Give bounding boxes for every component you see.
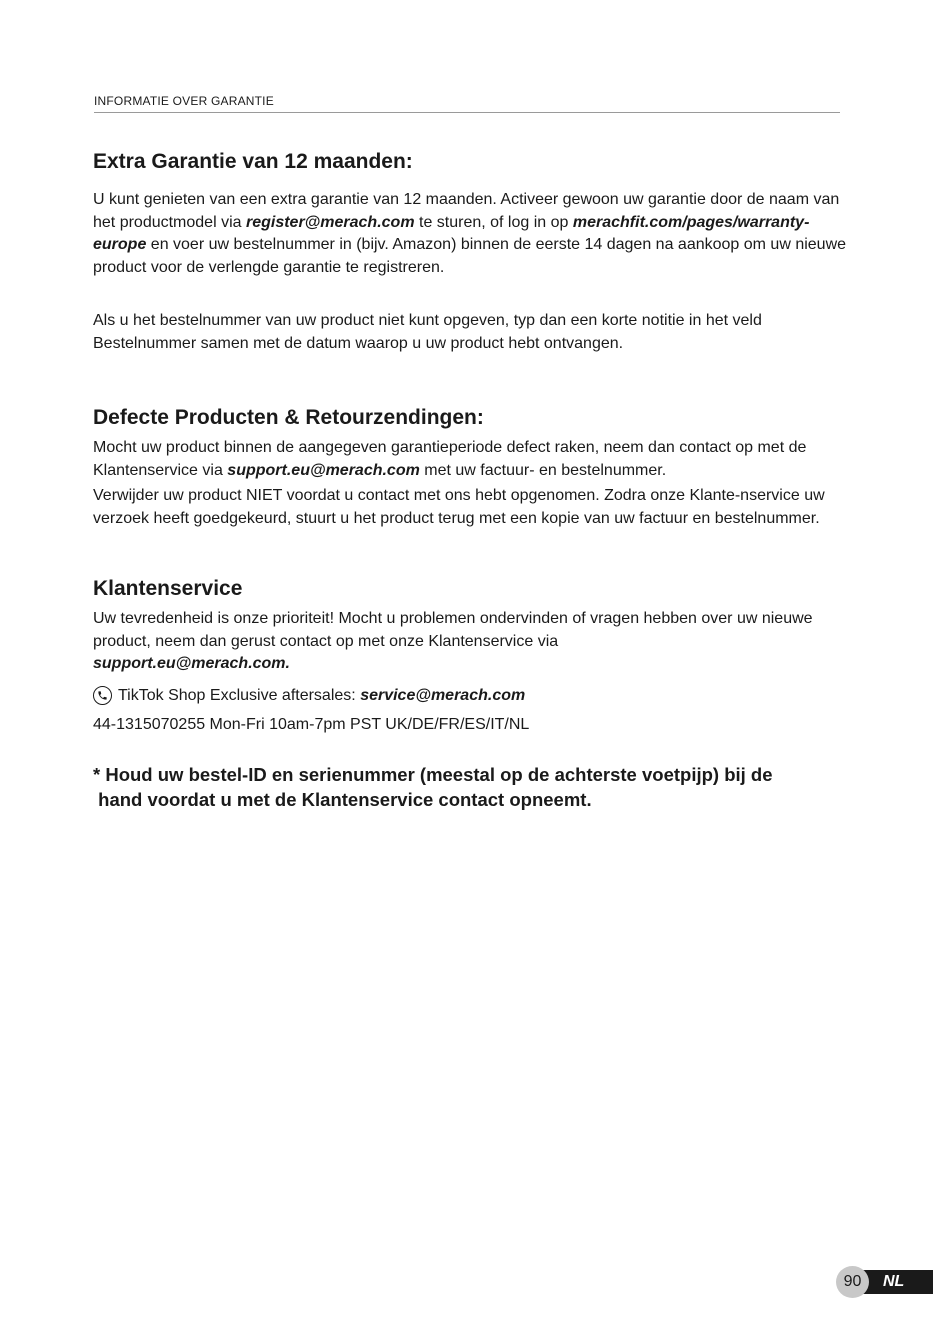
tiktok-line — [93, 685, 853, 708]
section-header: INFORMATIE OVER GARANTIE — [94, 94, 274, 108]
return-paragraph: Verwijder uw product NIET voordat u contact met ons hebt opgenomen. Zodra onze Klante-nservice uw verzoek heeft goedgekeurd, stuurt u het product terug met een kopie van uw factuur en bestelnummer. — [93, 487, 825, 527]
tiktok-label: TikTok Shop Exclusive aftersales: — [118, 686, 356, 704]
page-footer — [836, 1266, 933, 1298]
warranty-url: merachfit.com/pages/warranty-europe — [93, 213, 810, 253]
text-span: U kunt genieten van een extra garantie van 12 maanden. Activeer gewoon uw garantie door de naam van het productmodel via — [93, 191, 840, 231]
text-span: en voer uw bestelnummer in (bijv. Amazon) binnen de eerste 14 dagen na aankoop om uw nieuwe product voor de verlengde garantie te registreren. — [93, 236, 847, 276]
phone-icon — [93, 686, 112, 705]
language-badge: NL — [856, 1270, 933, 1294]
text-span: Mocht uw product binnen de aangegeven garantieperiode defect raken, neem dan contact op met de Klantenservice via — [93, 439, 807, 479]
customer-service-title: Klantenservice — [93, 577, 243, 600]
extra-warranty-paragraph — [93, 189, 853, 279]
support-email: support.eu@merach.com — [227, 461, 420, 479]
extra-warranty-title: Extra Garantie van 12 maanden: — [93, 150, 413, 173]
text-span: met uw factuur- en bestelnummer. — [419, 461, 667, 479]
tiktok-email: service@merach.com — [360, 686, 526, 704]
register-email: register@merach.com — [245, 213, 415, 231]
support-email: support.eu@merach.com. — [93, 655, 290, 672]
header-divider — [94, 112, 840, 113]
order-number-paragraph: Als u het bestelnummer van uw product niet kunt opgeven, typ dan een korte notitie in het veld Bestelnummer samen met de datum waarop u uw product hebt ontvangen. — [93, 312, 762, 352]
customer-service-paragraph — [93, 608, 853, 676]
defects-paragraph — [93, 437, 853, 482]
page-number: 90 — [836, 1266, 869, 1298]
text-span: Uw tevredenheid is onze prioriteit! Mocht u problemen ondervinden of vragen hebben over uw nieuwe product, neem dan gerust contact op met onze Klantenservice via — [93, 610, 813, 650]
defects-title: Defecte Producten & Retourzendingen: — [93, 406, 484, 429]
phone-line: 44-1315070255 Mon-Fri 10am-7pm PST UK/DE/FR/ES/IT/NL — [93, 716, 530, 733]
important-note: * Houd uw bestel-ID en serienummer (meestal op de achterste voetpijp) bij de hand voordat u met de Klantenservice contact opneemt. — [93, 763, 773, 810]
text-span: te sturen, of log in op — [414, 213, 573, 231]
page-content — [93, 148, 853, 812]
